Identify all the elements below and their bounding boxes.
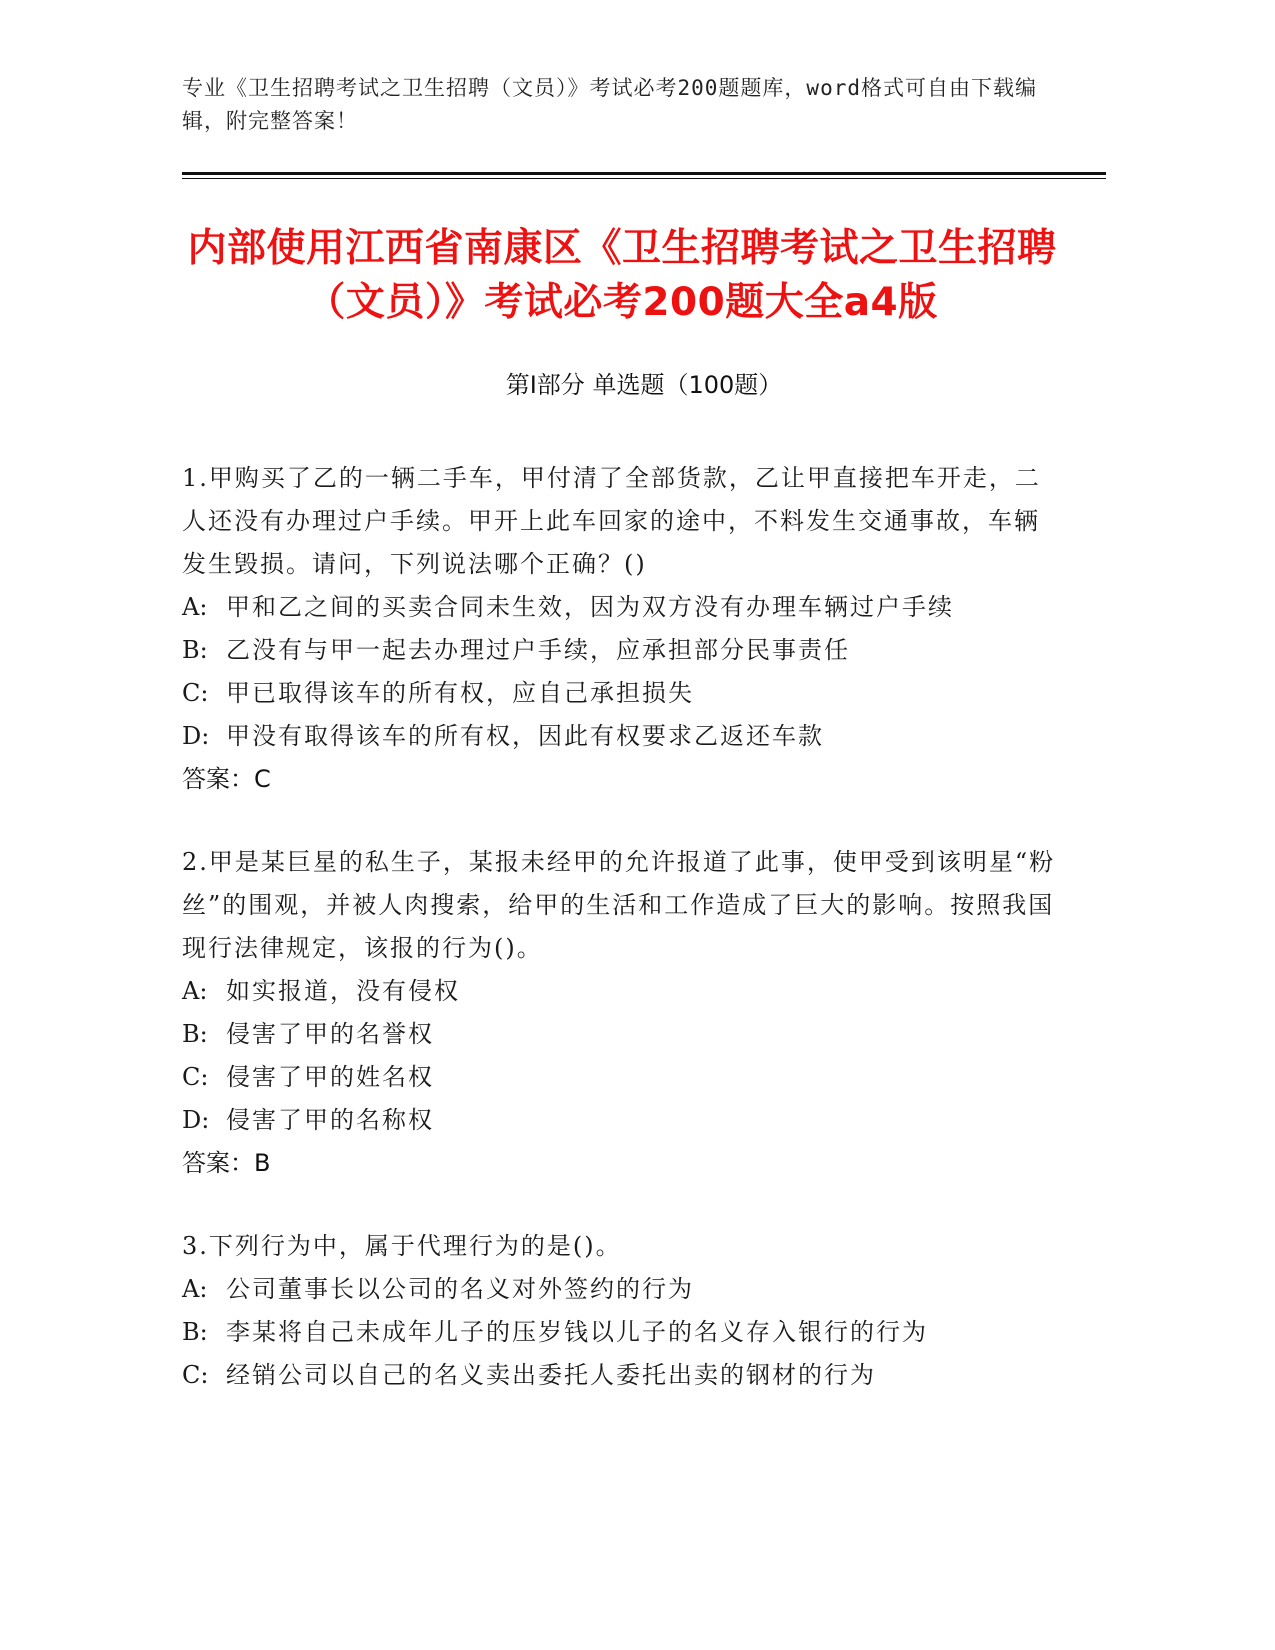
option-text: 甲已取得该车的所有权，应自己承担损失 xyxy=(226,679,694,707)
option-text: 如实报道，没有侵权 xyxy=(226,977,460,1005)
option-key: A: xyxy=(182,1275,208,1303)
question-1 xyxy=(182,457,1062,801)
question-stem: 1.甲购买了乙的一辆二手车，甲付清了全部货款，乙让甲直接把车开走，二人还没有办理过户手续。甲开上此车回家的途中，不料发生交通事故，车辆发生毁损。请问，下列说法哪个正确？() xyxy=(182,464,1041,578)
option-key: C: xyxy=(182,679,209,707)
question-3 xyxy=(182,1225,1062,1397)
option-text: 侵害了甲的名称权 xyxy=(226,1106,434,1134)
option-text: 公司董事长以公司的名义对外签约的行为 xyxy=(226,1275,694,1303)
option-key: C: xyxy=(182,1063,209,1091)
option-c xyxy=(182,1056,1062,1099)
answer: 答案：B xyxy=(182,1149,271,1177)
option-key: B: xyxy=(182,1318,208,1346)
option-c xyxy=(182,1354,1062,1397)
option-key: A: xyxy=(182,593,208,621)
option-text: 乙没有与甲一起去办理过户手续，应承担部分民事责任 xyxy=(226,636,850,664)
option-d xyxy=(182,1099,1062,1142)
option-key: C: xyxy=(182,1361,209,1389)
option-text: 经销公司以自己的名义卖出委托人委托出卖的钢材的行为 xyxy=(226,1361,876,1389)
option-a xyxy=(182,586,1062,629)
answer: 答案：C xyxy=(182,765,271,793)
option-c xyxy=(182,672,1062,715)
option-a xyxy=(182,970,1062,1013)
option-key: B: xyxy=(182,636,208,664)
header-divider-thick xyxy=(182,172,1106,175)
document-title: 内部使用江西省南康区《卫生招聘考试之卫生招聘（文员）》考试必考200题大全a4版 xyxy=(187,226,1057,325)
option-key: B: xyxy=(182,1020,208,1048)
option-key: A: xyxy=(182,977,208,1005)
option-text: 李某将自己未成年儿子的压岁钱以儿子的名义存入银行的行为 xyxy=(226,1318,928,1346)
question-stem: 2.甲是某巨星的私生子，某报未经甲的允许报道了此事，使甲受到该明星“粉丝”的围观，并被人肉搜索，给甲的生活和工作造成了巨大的影响。按照我国现行法律规定，该报的行为()。 xyxy=(182,848,1056,962)
option-text: 侵害了甲的名誉权 xyxy=(226,1020,434,1048)
option-text: 侵害了甲的姓名权 xyxy=(226,1063,434,1091)
option-b xyxy=(182,629,1062,672)
section-title: 第Ⅰ部分 单选题（100题） xyxy=(505,371,783,399)
option-b xyxy=(182,1311,1062,1354)
option-key: D: xyxy=(182,722,210,750)
option-d xyxy=(182,715,1062,758)
question-2 xyxy=(182,841,1062,1185)
option-b xyxy=(182,1013,1062,1056)
option-key: D: xyxy=(182,1106,210,1134)
option-a xyxy=(182,1268,1062,1311)
header-divider-thin xyxy=(182,178,1106,179)
option-text: 甲和乙之间的买卖合同未生效，因为双方没有办理车辆过户手续 xyxy=(226,593,954,621)
question-list xyxy=(182,457,1062,1437)
option-text: 甲没有取得该车的所有权，因此有权要求乙返还车款 xyxy=(226,722,824,750)
question-stem: 3.下列行为中，属于代理行为的是()。 xyxy=(182,1232,622,1260)
header-note: 专业《卫生招聘考试之卫生招聘（文员）》考试必考200题题库，word格式可自由下载编辑，附完整答案！ xyxy=(182,76,1037,133)
